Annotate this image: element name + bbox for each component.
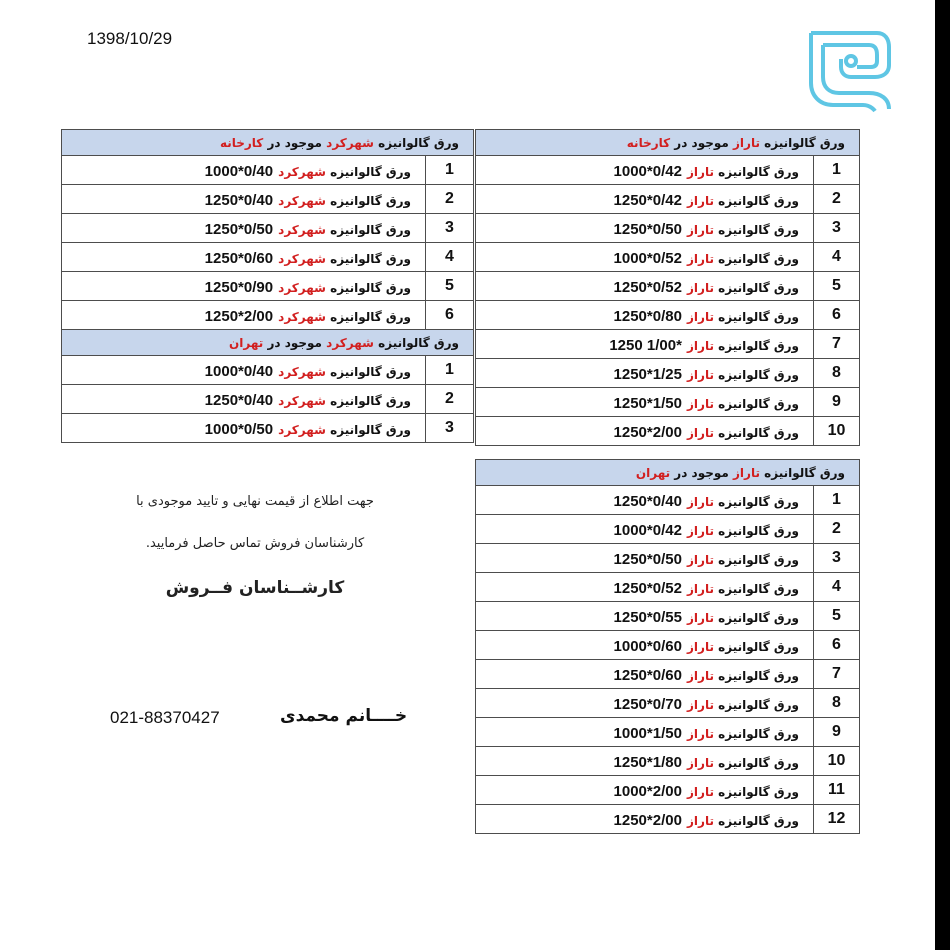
item-label: ورق گالوانیزه <box>325 422 411 437</box>
table-row <box>476 243 860 272</box>
table-row <box>62 185 474 214</box>
item-brand: شهرکرد <box>278 280 326 295</box>
item-description <box>62 301 426 330</box>
shahrekord-stock-table <box>61 129 474 443</box>
table-row <box>476 718 860 747</box>
item-description <box>476 156 814 185</box>
item-spec: 1250*0/42 <box>613 191 682 209</box>
item-label: ورق گالوانیزه <box>713 610 799 625</box>
item-spec: 1000*0/42 <box>613 521 682 539</box>
item-description <box>476 805 814 834</box>
row-number: 3 <box>426 214 474 243</box>
table-header-row <box>476 460 860 486</box>
table-row <box>476 805 860 834</box>
item-brand: تاراز <box>687 494 714 509</box>
table-row <box>476 330 860 359</box>
item-brand: تاراز <box>687 280 714 295</box>
item-label: ورق گالوانیزه <box>325 222 411 237</box>
item-label: ورق گالوانیزه <box>713 338 799 353</box>
title-brand: تاراز <box>733 135 760 150</box>
row-number: 10 <box>814 417 860 446</box>
item-brand: شهرکرد <box>278 364 326 379</box>
table-title <box>62 330 474 356</box>
table-row <box>476 301 860 330</box>
item-brand: شهرکرد <box>278 222 326 237</box>
item-brand: شهرکرد <box>278 422 326 437</box>
item-description <box>476 185 814 214</box>
item-label: ورق گالوانیزه <box>713 396 799 411</box>
row-number: 7 <box>814 660 860 689</box>
item-spec: 1000*0/60 <box>613 637 682 655</box>
item-brand: تاراز <box>687 425 714 440</box>
title-text: ورق گالوانیزه <box>373 335 459 350</box>
item-spec: 1000*0/42 <box>613 162 682 180</box>
item-spec: 1250*2/00 <box>613 423 682 441</box>
item-label: ورق گالوانیزه <box>325 309 411 324</box>
row-number: 5 <box>426 272 474 301</box>
table-row <box>476 156 860 185</box>
item-spec: 1000*2/00 <box>613 782 682 800</box>
item-spec: 1000*0/50 <box>204 420 274 438</box>
item-spec: 1250*0/50 <box>204 220 274 238</box>
item-brand: تاراز <box>687 784 714 799</box>
item-description <box>476 243 814 272</box>
item-label: ورق گالوانیزه <box>713 552 799 567</box>
item-spec: 1250*1/50 <box>613 394 682 412</box>
item-spec: 1250*0/60 <box>613 666 682 684</box>
row-number: 5 <box>814 602 860 631</box>
item-brand: تاراز <box>687 367 714 382</box>
item-description <box>476 718 814 747</box>
table-row <box>62 156 474 185</box>
item-description <box>476 689 814 718</box>
item-description <box>476 486 814 515</box>
title-place: تهران <box>635 465 671 480</box>
company-logo-icon <box>805 25 895 115</box>
item-description <box>62 385 426 414</box>
row-number: 8 <box>814 359 860 388</box>
row-number: 1 <box>426 356 474 385</box>
title-place: تهران <box>229 335 264 350</box>
item-description <box>476 417 814 446</box>
title-text: ورق گالوانیزه <box>759 135 845 150</box>
item-label: ورق گالوانیزه <box>325 393 411 408</box>
item-brand: تاراز <box>687 251 714 266</box>
item-label: ورق گالوانیزه <box>325 164 411 179</box>
item-label: ورق گالوانیزه <box>713 494 799 509</box>
item-label: ورق گالوانیزه <box>325 193 411 208</box>
item-description <box>476 747 814 776</box>
row-number: 1 <box>814 486 860 515</box>
item-brand: تاراز <box>687 396 714 411</box>
item-brand: شهرکرد <box>278 309 326 324</box>
item-label: ورق گالوانیزه <box>325 280 411 295</box>
table-row <box>476 747 860 776</box>
item-description <box>476 301 814 330</box>
table-row <box>62 356 474 385</box>
title-brand: شهرکرد <box>326 335 374 350</box>
item-spec: 1250*0/52 <box>613 579 682 597</box>
item-spec: 1000*0/40 <box>204 362 274 380</box>
table-row <box>476 776 860 805</box>
item-spec: 1250*0/50 <box>613 220 682 238</box>
item-description <box>476 544 814 573</box>
item-spec: 1250*0/80 <box>613 307 682 325</box>
item-description <box>476 214 814 243</box>
item-spec: 1250*0/40 <box>204 391 274 409</box>
item-description <box>476 515 814 544</box>
row-number: 10 <box>814 747 860 776</box>
row-number: 2 <box>814 515 860 544</box>
table-row <box>62 301 474 330</box>
row-number: 6 <box>814 301 860 330</box>
item-description <box>62 414 426 443</box>
item-brand: تاراز <box>687 193 714 208</box>
item-spec: 1250*0/55 <box>613 608 682 626</box>
row-number: 8 <box>814 689 860 718</box>
row-number: 6 <box>814 631 860 660</box>
table-row <box>476 417 860 446</box>
taraz-tehran-table <box>475 459 860 834</box>
row-number: 1 <box>814 156 860 185</box>
table-header-row <box>62 330 474 356</box>
title-text: موجود در <box>263 135 327 150</box>
table-row <box>476 631 860 660</box>
row-number: 4 <box>426 243 474 272</box>
row-number: 7 <box>814 330 860 359</box>
item-spec: 1000*1/50 <box>613 724 682 742</box>
item-spec: 1250*0/60 <box>204 249 274 267</box>
item-label: ورق گالوانیزه <box>713 697 799 712</box>
item-description <box>62 272 426 301</box>
table-title <box>476 130 860 156</box>
table-row <box>476 185 860 214</box>
item-spec: 1250*0/50 <box>613 550 682 568</box>
item-label: ورق گالوانیزه <box>325 364 411 379</box>
item-brand: تاراز <box>687 222 714 237</box>
sales-experts-heading: کارشــناسان فــروش <box>165 578 345 598</box>
table-row <box>476 689 860 718</box>
row-number: 1 <box>426 156 474 185</box>
item-description <box>62 185 426 214</box>
item-description <box>62 214 426 243</box>
item-spec: 1250 1/00* <box>609 336 682 354</box>
item-spec: 1250*0/70 <box>613 695 682 713</box>
row-number: 4 <box>814 243 860 272</box>
item-brand: تاراز <box>687 581 714 596</box>
row-number: 2 <box>814 185 860 214</box>
item-brand: شهرکرد <box>278 193 326 208</box>
item-spec: 1000*0/40 <box>204 162 274 180</box>
item-brand: شهرکرد <box>278 251 326 266</box>
item-label: ورق گالوانیزه <box>713 164 799 179</box>
table-row <box>476 359 860 388</box>
table-title <box>62 130 474 156</box>
item-label: ورق گالوانیزه <box>713 425 799 440</box>
taraz-factory-table <box>475 129 860 446</box>
table-row <box>476 544 860 573</box>
row-number: 11 <box>814 776 860 805</box>
item-label: ورق گالوانیزه <box>713 222 799 237</box>
title-text: موجود در <box>670 465 734 480</box>
title-brand: شهرکرد <box>326 135 374 150</box>
item-label: ورق گالوانیزه <box>713 523 799 538</box>
row-number: 2 <box>426 385 474 414</box>
item-label: ورق گالوانیزه <box>713 280 799 295</box>
item-description <box>476 776 814 805</box>
table-row <box>62 272 474 301</box>
item-brand: تاراز <box>687 813 714 828</box>
table-title <box>476 460 860 486</box>
row-number: 4 <box>814 573 860 602</box>
item-brand: تاراز <box>687 164 714 179</box>
row-number: 3 <box>814 214 860 243</box>
item-description <box>476 359 814 388</box>
item-spec: 1000*0/52 <box>613 249 682 267</box>
item-brand: تاراز <box>687 552 714 567</box>
item-spec: 1250*0/52 <box>613 278 682 296</box>
title-text: موجود در <box>263 335 327 350</box>
item-description <box>476 330 814 359</box>
item-label: ورق گالوانیزه <box>713 639 799 654</box>
table-row <box>476 573 860 602</box>
item-label: ورق گالوانیزه <box>325 251 411 266</box>
row-number: 9 <box>814 718 860 747</box>
screen-edge <box>935 0 950 950</box>
item-label: ورق گالوانیزه <box>713 668 799 683</box>
item-brand: تاراز <box>687 523 714 538</box>
item-brand: شهرکرد <box>278 164 326 179</box>
item-description <box>476 631 814 660</box>
table-row <box>476 272 860 301</box>
item-spec: 1250*0/40 <box>613 492 682 510</box>
table-row <box>476 486 860 515</box>
item-brand: تاراز <box>687 755 714 770</box>
item-brand: تاراز <box>687 338 714 353</box>
item-description <box>476 602 814 631</box>
item-description <box>476 573 814 602</box>
item-label: ورق گالوانیزه <box>713 581 799 596</box>
table-row <box>62 414 474 443</box>
item-description <box>62 356 426 385</box>
item-label: ورق گالوانیزه <box>713 726 799 741</box>
item-spec: 1250*1/80 <box>613 753 682 771</box>
document-date: 1398/10/29 <box>87 29 173 48</box>
item-label: ورق گالوانیزه <box>713 309 799 324</box>
item-brand: تاراز <box>687 697 714 712</box>
row-number: 3 <box>814 544 860 573</box>
item-description <box>476 660 814 689</box>
item-label: ورق گالوانیزه <box>713 367 799 382</box>
table-row <box>476 388 860 417</box>
contact-phone: 021-88370427 <box>110 708 220 727</box>
contact-name: خــــانم محمدی <box>280 706 408 726</box>
table-row <box>476 214 860 243</box>
table-row <box>476 602 860 631</box>
title-place: کارخانه <box>626 135 671 150</box>
title-text: ورق گالوانیزه <box>759 465 845 480</box>
item-label: ورق گالوانیزه <box>713 784 799 799</box>
contact-note-line-1: جهت اطلاع از قیمت نهایی و تایید موجودی با <box>136 494 374 509</box>
item-label: ورق گالوانیزه <box>713 755 799 770</box>
contact-note-line-2: کارشناسان فروش تماس حاصل فرمایید. <box>145 536 365 551</box>
item-label: ورق گالوانیزه <box>713 251 799 266</box>
title-place: کارخانه <box>219 135 264 150</box>
table-row <box>62 243 474 272</box>
item-brand: تاراز <box>687 726 714 741</box>
title-text: ورق گالوانیزه <box>373 135 459 150</box>
item-spec: 1250*2/00 <box>204 307 274 325</box>
item-spec: 1250*0/40 <box>204 191 274 209</box>
table-row <box>476 660 860 689</box>
table-header-row <box>62 130 474 156</box>
item-spec: 1250*0/90 <box>204 278 274 296</box>
item-brand: تاراز <box>687 668 714 683</box>
title-brand: تاراز <box>733 465 760 480</box>
item-spec: 1250*2/00 <box>613 811 682 829</box>
table-row <box>62 385 474 414</box>
row-number: 9 <box>814 388 860 417</box>
title-text: موجود در <box>670 135 734 150</box>
item-description <box>476 388 814 417</box>
item-brand: شهرکرد <box>278 393 326 408</box>
row-number: 12 <box>814 805 860 834</box>
item-description <box>62 156 426 185</box>
item-brand: تاراز <box>687 610 714 625</box>
item-description <box>62 243 426 272</box>
item-brand: تاراز <box>687 309 714 324</box>
item-spec: 1250*1/25 <box>613 365 682 383</box>
item-label: ورق گالوانیزه <box>713 193 799 208</box>
row-number: 6 <box>426 301 474 330</box>
row-number: 2 <box>426 185 474 214</box>
item-description <box>476 272 814 301</box>
row-number: 5 <box>814 272 860 301</box>
table-row <box>476 515 860 544</box>
table-row <box>62 214 474 243</box>
row-number: 3 <box>426 414 474 443</box>
item-brand: تاراز <box>687 639 714 654</box>
item-label: ورق گالوانیزه <box>713 813 799 828</box>
table-header-row <box>476 130 860 156</box>
